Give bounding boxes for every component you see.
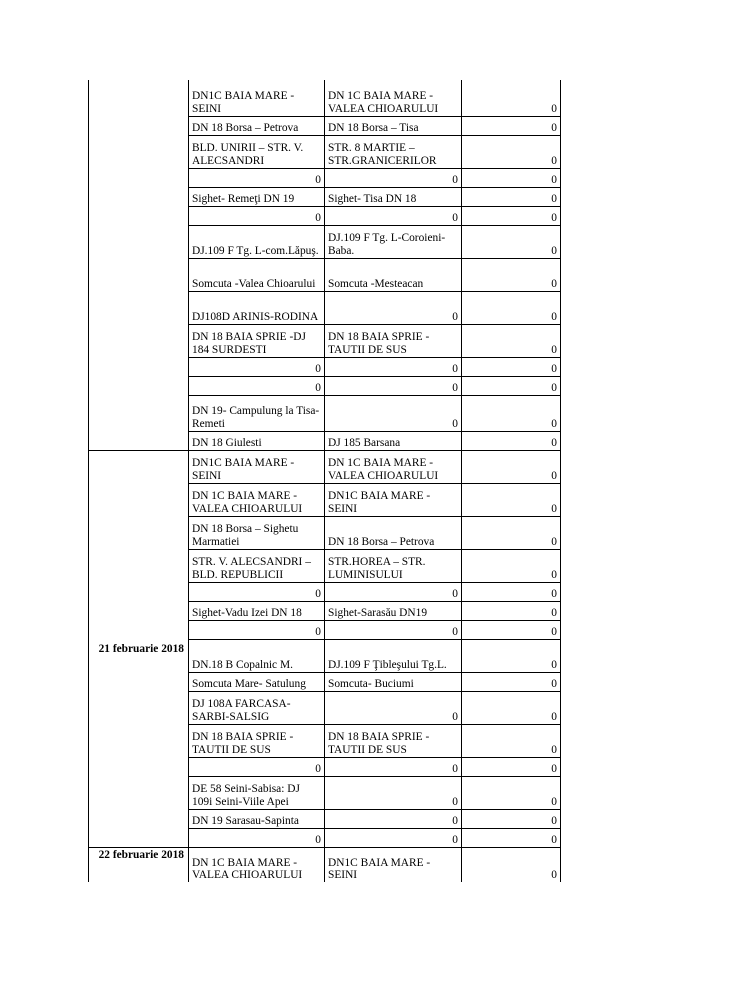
- route-to-cell: DN 18 BAIA SPRIE - TAUTII DE SUS: [325, 324, 462, 357]
- value-cell: 0: [462, 116, 561, 135]
- route-from-cell: DE 58 Seini-Sabisa: DJ 109i Seini-Viile Apei: [189, 776, 325, 809]
- route-to-cell: DN 18 Borsa – Tisa: [325, 116, 462, 135]
- route-to-cell: 0: [325, 828, 462, 847]
- route-from-cell: DN1C BAIA MARE - SEINI: [189, 80, 325, 116]
- route-to-cell: 0: [325, 582, 462, 601]
- value-cell: 0: [462, 395, 561, 431]
- value-cell: 0: [462, 168, 561, 187]
- route-from-cell: 0: [189, 620, 325, 639]
- route-from-cell: DN 18 Giulesti: [189, 431, 325, 450]
- value-cell: 0: [462, 225, 561, 258]
- route-from-cell: 0: [189, 168, 325, 187]
- route-to-cell: 0: [325, 809, 462, 828]
- route-to-cell: DN1C BAIA MARE - SEINI: [325, 847, 462, 882]
- route-to-cell: STR.HOREA – STR. LUMINISULUI: [325, 549, 462, 582]
- route-from-cell: 0: [189, 828, 325, 847]
- value-cell: 0: [462, 828, 561, 847]
- route-to-cell: STR. 8 MARTIE – STR.GRANICERILOR: [325, 135, 462, 168]
- route-to-cell: DN 18 Borsa – Petrova: [325, 516, 462, 549]
- value-cell: 0: [462, 549, 561, 582]
- route-from-cell: DN 1C BAIA MARE - VALEA CHIOARULUI: [189, 847, 325, 882]
- date-cell: 21 februarie 2018: [89, 450, 189, 847]
- value-cell: 0: [462, 376, 561, 395]
- value-cell: 0: [462, 620, 561, 639]
- road-status-table: [88, 80, 561, 882]
- route-from-cell: DJ108D ARINIS-RODINA: [189, 291, 325, 324]
- route-from-cell: STR. V. ALECSANDRI – BLD. REPUBLICII: [189, 549, 325, 582]
- route-from-cell: DN 18 Borsa – Sighetu Marmatiei: [189, 516, 325, 549]
- route-to-cell: 0: [325, 691, 462, 724]
- route-to-cell: Sighet- Tisa DN 18: [325, 187, 462, 206]
- value-cell: 0: [462, 847, 561, 882]
- route-from-cell: 0: [189, 757, 325, 776]
- table-row: [89, 847, 561, 882]
- value-cell: 0: [462, 80, 561, 116]
- route-from-cell: BLD. UNIRII – STR. V. ALECSANDRI: [189, 135, 325, 168]
- route-to-cell: 0: [325, 357, 462, 376]
- value-cell: 0: [462, 809, 561, 828]
- value-cell: 0: [462, 516, 561, 549]
- route-from-cell: DN1C BAIA MARE - SEINI: [189, 450, 325, 483]
- route-to-cell: DN1C BAIA MARE - SEINI: [325, 483, 462, 516]
- route-from-cell: DJ.109 F Tg. L-com.Lăpuş.: [189, 225, 325, 258]
- value-cell: 0: [462, 206, 561, 225]
- route-to-cell: DJ.109 F Tg. L-Coroieni-Baba.: [325, 225, 462, 258]
- route-from-cell: DN.18 B Copalnic M.: [189, 639, 325, 672]
- route-from-cell: 0: [189, 357, 325, 376]
- value-cell: 0: [462, 431, 561, 450]
- route-from-cell: Somcuta -Valea Chioarului: [189, 258, 325, 291]
- route-from-cell: 0: [189, 376, 325, 395]
- value-cell: 0: [462, 724, 561, 757]
- value-cell: 0: [462, 187, 561, 206]
- date-cell: [89, 80, 189, 450]
- route-from-cell: DN 19- Campulung la Tisa-Remeti: [189, 395, 325, 431]
- value-cell: 0: [462, 324, 561, 357]
- route-from-cell: DN 18 Borsa – Petrova: [189, 116, 325, 135]
- value-cell: 0: [462, 776, 561, 809]
- route-to-cell: 0: [325, 168, 462, 187]
- route-to-cell: 0: [325, 757, 462, 776]
- route-from-cell: Sighet- Remeţi DN 19: [189, 187, 325, 206]
- route-to-cell: 0: [325, 206, 462, 225]
- route-to-cell: DN 1C BAIA MARE - VALEA CHIOARULUI: [325, 450, 462, 483]
- route-from-cell: DN 1C BAIA MARE - VALEA CHIOARULUI: [189, 483, 325, 516]
- route-from-cell: 0: [189, 582, 325, 601]
- value-cell: 0: [462, 450, 561, 483]
- route-from-cell: Sighet-Vadu Izei DN 18: [189, 601, 325, 620]
- date-cell: 22 februarie 2018: [89, 847, 189, 882]
- value-cell: 0: [462, 691, 561, 724]
- route-from-cell: DN 18 BAIA SPRIE -DJ 184 SURDESTI: [189, 324, 325, 357]
- table-row: [89, 450, 561, 483]
- route-to-cell: DN 18 BAIA SPRIE - TAUTII DE SUS: [325, 724, 462, 757]
- route-to-cell: DJ 185 Barsana: [325, 431, 462, 450]
- value-cell: 0: [462, 357, 561, 376]
- route-to-cell: 0: [325, 291, 462, 324]
- route-from-cell: DN 18 BAIA SPRIE - TAUTII DE SUS: [189, 724, 325, 757]
- value-cell: 0: [462, 135, 561, 168]
- value-cell: 0: [462, 672, 561, 691]
- value-cell: 0: [462, 601, 561, 620]
- route-to-cell: 0: [325, 620, 462, 639]
- value-cell: 0: [462, 258, 561, 291]
- route-to-cell: 0: [325, 376, 462, 395]
- value-cell: 0: [462, 639, 561, 672]
- route-to-cell: Somcuta -Mesteacan: [325, 258, 462, 291]
- value-cell: 0: [462, 582, 561, 601]
- route-from-cell: DN 19 Sarasau-Sapinta: [189, 809, 325, 828]
- route-from-cell: 0: [189, 206, 325, 225]
- route-to-cell: Somcuta- Buciumi: [325, 672, 462, 691]
- value-cell: 0: [462, 757, 561, 776]
- route-to-cell: DJ.109 F Ţibleşului Tg.L.: [325, 639, 462, 672]
- value-cell: 0: [462, 483, 561, 516]
- table-row: [89, 80, 561, 116]
- route-to-cell: 0: [325, 776, 462, 809]
- route-from-cell: Somcuta Mare- Satulung: [189, 672, 325, 691]
- route-to-cell: DN 1C BAIA MARE - VALEA CHIOARULUI: [325, 80, 462, 116]
- route-from-cell: DJ 108A FARCASA-SARBI-SALSIG: [189, 691, 325, 724]
- table-body: [89, 80, 561, 882]
- value-cell: 0: [462, 291, 561, 324]
- route-to-cell: 0: [325, 395, 462, 431]
- route-to-cell: Sighet-Sarasău DN19: [325, 601, 462, 620]
